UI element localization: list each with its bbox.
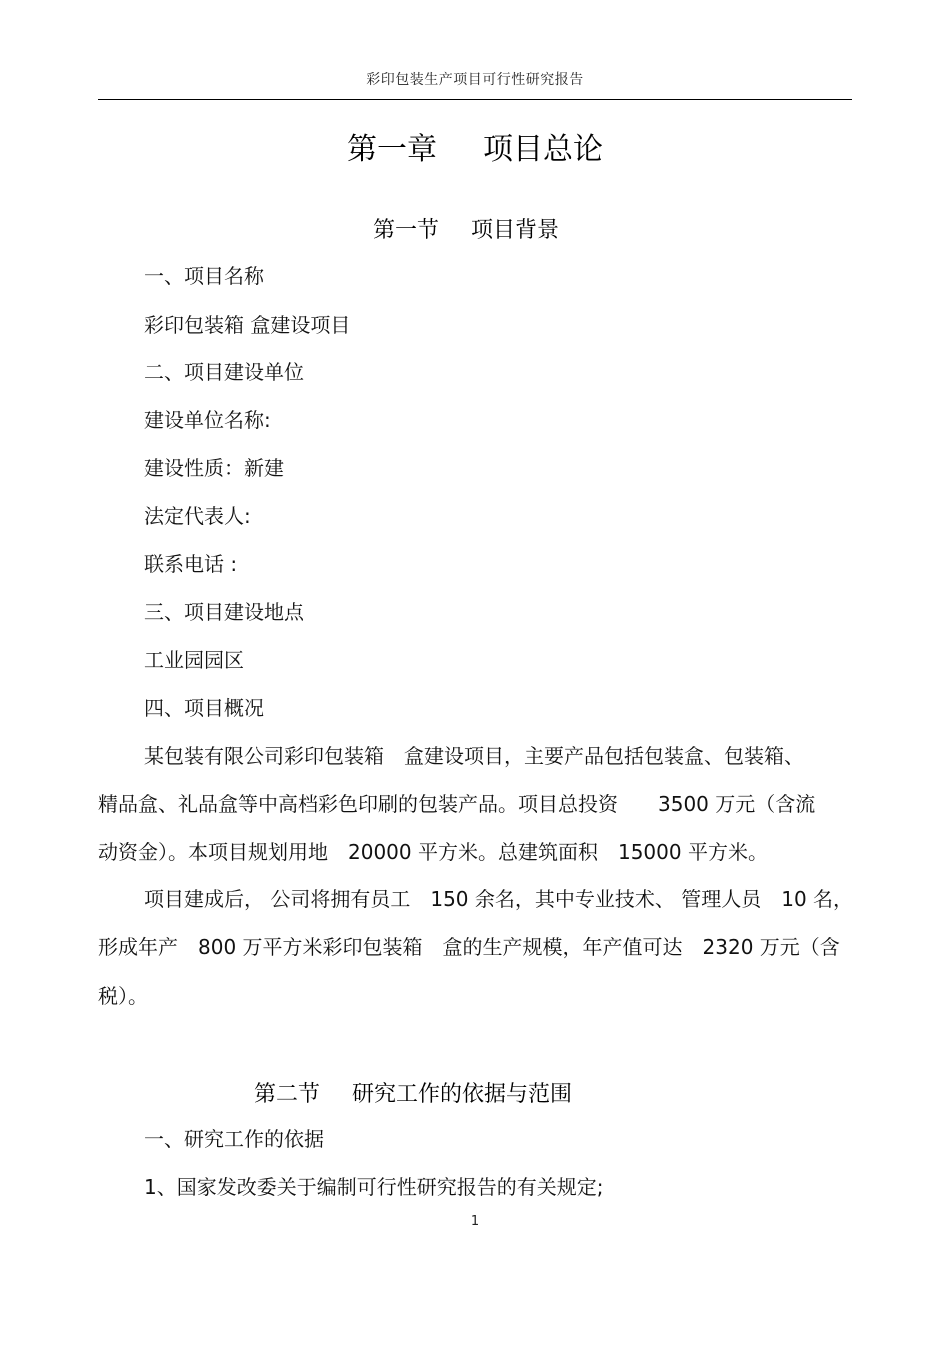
chapter-title	[0, 124, 950, 168]
section-title-1	[373, 213, 559, 244]
research-basis-item-1: 1、国家发改委关于编制可行性研究报告的有关规定;	[144, 1175, 604, 1199]
legal-representative: 法定代表人:	[144, 504, 251, 528]
item-heading-location: 三、项目建设地点	[144, 600, 304, 624]
chapter-name: 项目总论	[483, 132, 603, 167]
location-value: 工业园园区	[144, 648, 244, 672]
overview-paragraph-1-line: 某包装有限公司彩印包装箱 盒建设项目，主要产品包括包装盒、包装箱、	[144, 744, 804, 768]
contact-phone: 联系电话 :	[144, 552, 238, 576]
item-heading-construction-unit: 二、项目建设单位	[144, 360, 304, 384]
running-header: 彩印包装生产项目可行性研究报告	[366, 72, 584, 88]
section-number: 第一节	[373, 218, 440, 243]
overview-paragraph-1-line: 动资金）。本项目规划用地 20000 平方米。总建筑面积 15000 平方米。	[98, 840, 768, 864]
construction-unit-name: 建设单位名称:	[144, 408, 271, 432]
chapter-number: 第一章	[347, 132, 437, 167]
section-name: 项目背景	[471, 218, 560, 243]
project-name-value: 彩印包装箱 盒建设项目	[144, 313, 351, 337]
overview-paragraph-2-line: 形成年产 800 万平方米彩印包装箱 盒的生产规模，年产值可达 2320 万元（含	[98, 935, 840, 959]
header-rule	[98, 99, 852, 100]
item-heading-overview: 四、项目概况	[144, 696, 264, 720]
overview-paragraph-1-line: 精品盒、礼品盒等中高档彩色印刷的包装产品。项目总投资 3500 万元（含流	[98, 792, 816, 816]
overview-paragraph-2-line: 项目建成后， 公司将拥有员工 150 余名，其中专业技术、 管理人员 10 名，	[144, 887, 854, 911]
construction-nature: 建设性质：新建	[144, 456, 284, 480]
overview-paragraph-2-line: 税）。	[98, 984, 148, 1008]
page-number: 1	[470, 1214, 480, 1229]
section-name: 研究工作的依据与范围	[352, 1082, 573, 1107]
section-title-2	[254, 1077, 572, 1108]
item-heading-research-basis: 一、研究工作的依据	[144, 1127, 324, 1151]
section-number: 第二节	[254, 1082, 321, 1107]
item-heading-project-name: 一、项目名称	[144, 264, 264, 288]
